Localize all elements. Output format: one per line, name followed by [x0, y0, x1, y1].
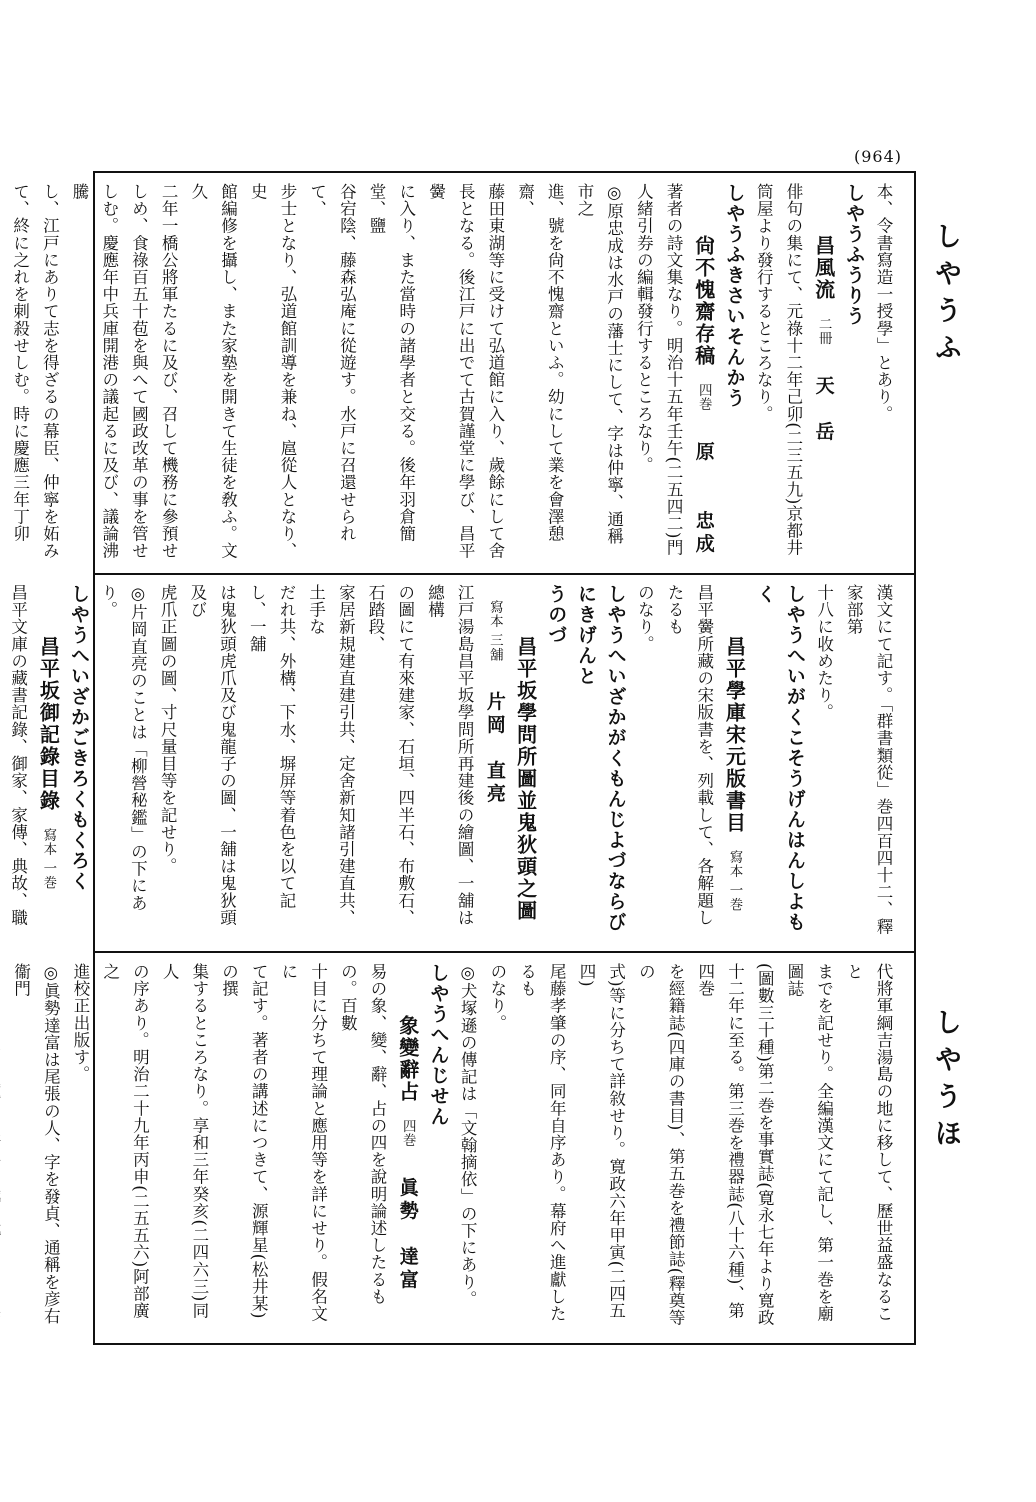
body-text-line: 進校正出版す。 [71, 963, 91, 1083]
entry-author: 片岡 直亮 [483, 691, 506, 807]
entry-author: 原 忠成 [692, 441, 715, 557]
body-text-line: 代將軍綱吉湯島の地に移して、歷世益盛なること [844, 963, 893, 1323]
body-text-line: の序あり。明治二十九年丙申(二五五六)阿部廣之 [100, 963, 150, 1320]
body-text-line: 藤田東湖等に受けて弘道館に入り、歲餘にして舍 [485, 183, 505, 560]
body-text-line: 長となる。後江戸に出でて古賀謹堂に學び、昌平黌 [426, 183, 476, 560]
body-text-line: だれ共、外構、下水、塀屏等着色を以て記し、一舖 [247, 584, 296, 909]
body-text-line: 昌平黌所藏の宋版書を、列載して、各解題したるも [665, 584, 714, 926]
tier-bottom [11, 963, 898, 1335]
body-text-line: 人緒引券の編輯發行するところなり。 [634, 183, 654, 474]
entry-title: 昌平學庫宋元版書目 [722, 636, 747, 834]
body-text-line: ◎片岡直亮のことは「柳營秘鑑」の下にあり。 [98, 584, 148, 912]
body-text-line: 集するところなり。享和三年癸亥(二四六三)同人 [160, 963, 209, 1320]
entry-reading-heading: しやうへいざかがくもんじよづならびにきげんと [574, 584, 627, 933]
entry-reading-heading: しやうふきさいそんかう [723, 183, 746, 409]
entry-reading-heading: しやうふうりう [843, 183, 866, 327]
entry-title-line [479, 584, 540, 942]
entry-volume-count: 寫本 一巻 [726, 850, 743, 912]
body-text-line: 步士となり、弘道館訓導を兼ね、扈從人となり、史 [248, 183, 297, 560]
entry-author: 天 岳 [812, 375, 835, 445]
body-text-line: しめ、食祿百五十苞を與へて國政改革の事を管せ [129, 183, 149, 560]
body-text-line: のなり。 [487, 963, 507, 1032]
body-text-line: 式)等に分ちて詳敘せり。寛政六年甲寅(二四五四) [576, 963, 626, 1320]
body-text-line: 筒屋より發行するところなり。 [754, 183, 774, 423]
body-text-line: 進、號を尙不愧齋といふ。幼にして業を會澤憩齋、 [515, 183, 565, 543]
body-text-line: 虎爪正圖の圖、寸尺量目等を記せり。 [158, 584, 178, 875]
entry-author: 眞勢 達富 [396, 1177, 419, 1293]
body-text-line: 二年一橋公將軍たるに及び、召して機務に參預せ [159, 183, 179, 560]
entry-title: 昌風流 [811, 235, 836, 301]
body-text-line: し、江戸にありて志を得ざるの幕臣、仲寧を妬み [40, 183, 60, 560]
body-text-line: 十目に分ちて理論と應用等を詳にせり。假名文に [278, 963, 328, 1323]
body-text-line: ◎犬塚遜の傳記は「文翰摘依」の下にあり。 [458, 963, 478, 1308]
entry-title-line [808, 183, 839, 561]
body-text-line: て、終に之れを刺殺せしむ。時に慶應三年丁卯 [10, 183, 30, 543]
entry-volume-count: 四巻 [399, 1119, 416, 1148]
body-text-line: 易の象、變、辭、占の四を說明論述したるもの。百數 [338, 963, 388, 1305]
entry-volume-count: 寫本 一巻 [40, 828, 57, 890]
entry-title: 昌平坂學問所圖並鬼狄頭之圖 [513, 636, 538, 922]
body-text-line: 十二年に至る。第三巻を禮器誌(八十六種)、第四巻 [695, 963, 745, 1320]
entry-volume-count: 寫本 三舖 [486, 600, 503, 662]
tier-top [10, 183, 898, 561]
page-number: (964) [854, 147, 903, 166]
body-text-line: 谷宕陰、藤森弘庵に從遊す。水戸に召還せられて、 [307, 183, 357, 543]
body-text-line: は鬼狄頭虎爪及び鬼龍子の圖、一舖は鬼狄頭及び [187, 584, 237, 926]
body-text-line: 俳句の集にて、元祿十二年己卯(二三五九)京都井 [783, 183, 803, 557]
body-text-line: 昌平文庫の藏書記錄、御家、家傳、典故、職 [8, 584, 28, 926]
running-head-bottom: しやうほ [930, 1008, 961, 1156]
tier-divider-1 [93, 573, 916, 575]
body-text-line: 尾藤孝肇の序、同年自序あり。幕府へ進獻したるも [517, 963, 567, 1323]
body-text-line: 館編修を攝し、また家塾を開きて生徒を敎ふ。文久 [188, 183, 238, 560]
body-text-line: (圖數三十種)第二巻を事實誌(寛永七年より寛政 [755, 963, 775, 1327]
body-text-line: 著者の詩文集なり。明治十五年壬午(二五四二)門 [664, 183, 684, 557]
entry-volume-count: 二冊 [815, 317, 832, 346]
tier-middle [8, 584, 898, 942]
entry-title: 象變辭占 [395, 1015, 420, 1103]
body-text-line: 江戸湯島昌平坂學問所再建後の繪圖、一舖は總構 [425, 584, 475, 926]
entry-reading-heading: しやうへんじせん [427, 963, 450, 1127]
body-text-line: 十八に收めたり。 [814, 584, 834, 721]
tier-divider-2 [93, 951, 916, 953]
body-text-line [0, 963, 6, 1335]
entry-title-line [719, 584, 750, 942]
entry-title: 昌平坂御記錄目錄 [36, 636, 61, 812]
body-text-line: のなり。 [635, 584, 655, 653]
body-text-line: しむ。慶應年中兵庫開港の議起るに及び、議論沸騰 [70, 183, 119, 560]
entry-reading-heading: しやうへいがくこそうげんはんしよもく [754, 584, 806, 933]
body-text-line: の圖にて有來建家、石垣、四半石、布敷石、石踏段、 [366, 584, 415, 926]
entry-title-line [392, 963, 423, 1335]
body-text-line: までを記せり。全編漢文にて記し、第一巻を廟圖誌 [784, 963, 834, 1323]
body-text-line: ◎原忠成は水戸の藩士にして、字は仲寧、通稱市之 [574, 183, 624, 545]
entry-title-line [688, 183, 719, 561]
body-text-line: に入り、また當時の諸學者と交る。後年羽倉簡堂、鹽 [367, 183, 416, 543]
entry-volume-count: 四巻 [695, 383, 712, 412]
entry-reading-heading: うのづ [545, 584, 568, 646]
entry-title: 尙不愧齋存稿 [691, 235, 716, 367]
body-text-line: 本、令書寫造一授學」とあり。 [874, 183, 893, 423]
entry-reading-heading: しやうへいざかごきろくもくろく [68, 584, 91, 892]
entry-title-line [33, 584, 64, 942]
body-text-line: を經籍誌(四庫の書目)、第五巻を禮節誌(釋奠等の [636, 963, 686, 1327]
body-text-line: ◎眞勢達富は尾張の人、字を發貞、通稱を彦右衞門 [11, 963, 61, 1325]
body-text-line: 家居新規建直建引共、定舍新知諸引建直共、土手な [306, 584, 356, 926]
running-head-top: しやうふ [930, 222, 961, 370]
body-text-line: 漢文にて記す。「群書類從」巻四百四十二、釋家部第 [844, 584, 893, 935]
body-text-line: て記す。著者の講述につきて、源輝星(松井某)の撰 [219, 963, 269, 1320]
